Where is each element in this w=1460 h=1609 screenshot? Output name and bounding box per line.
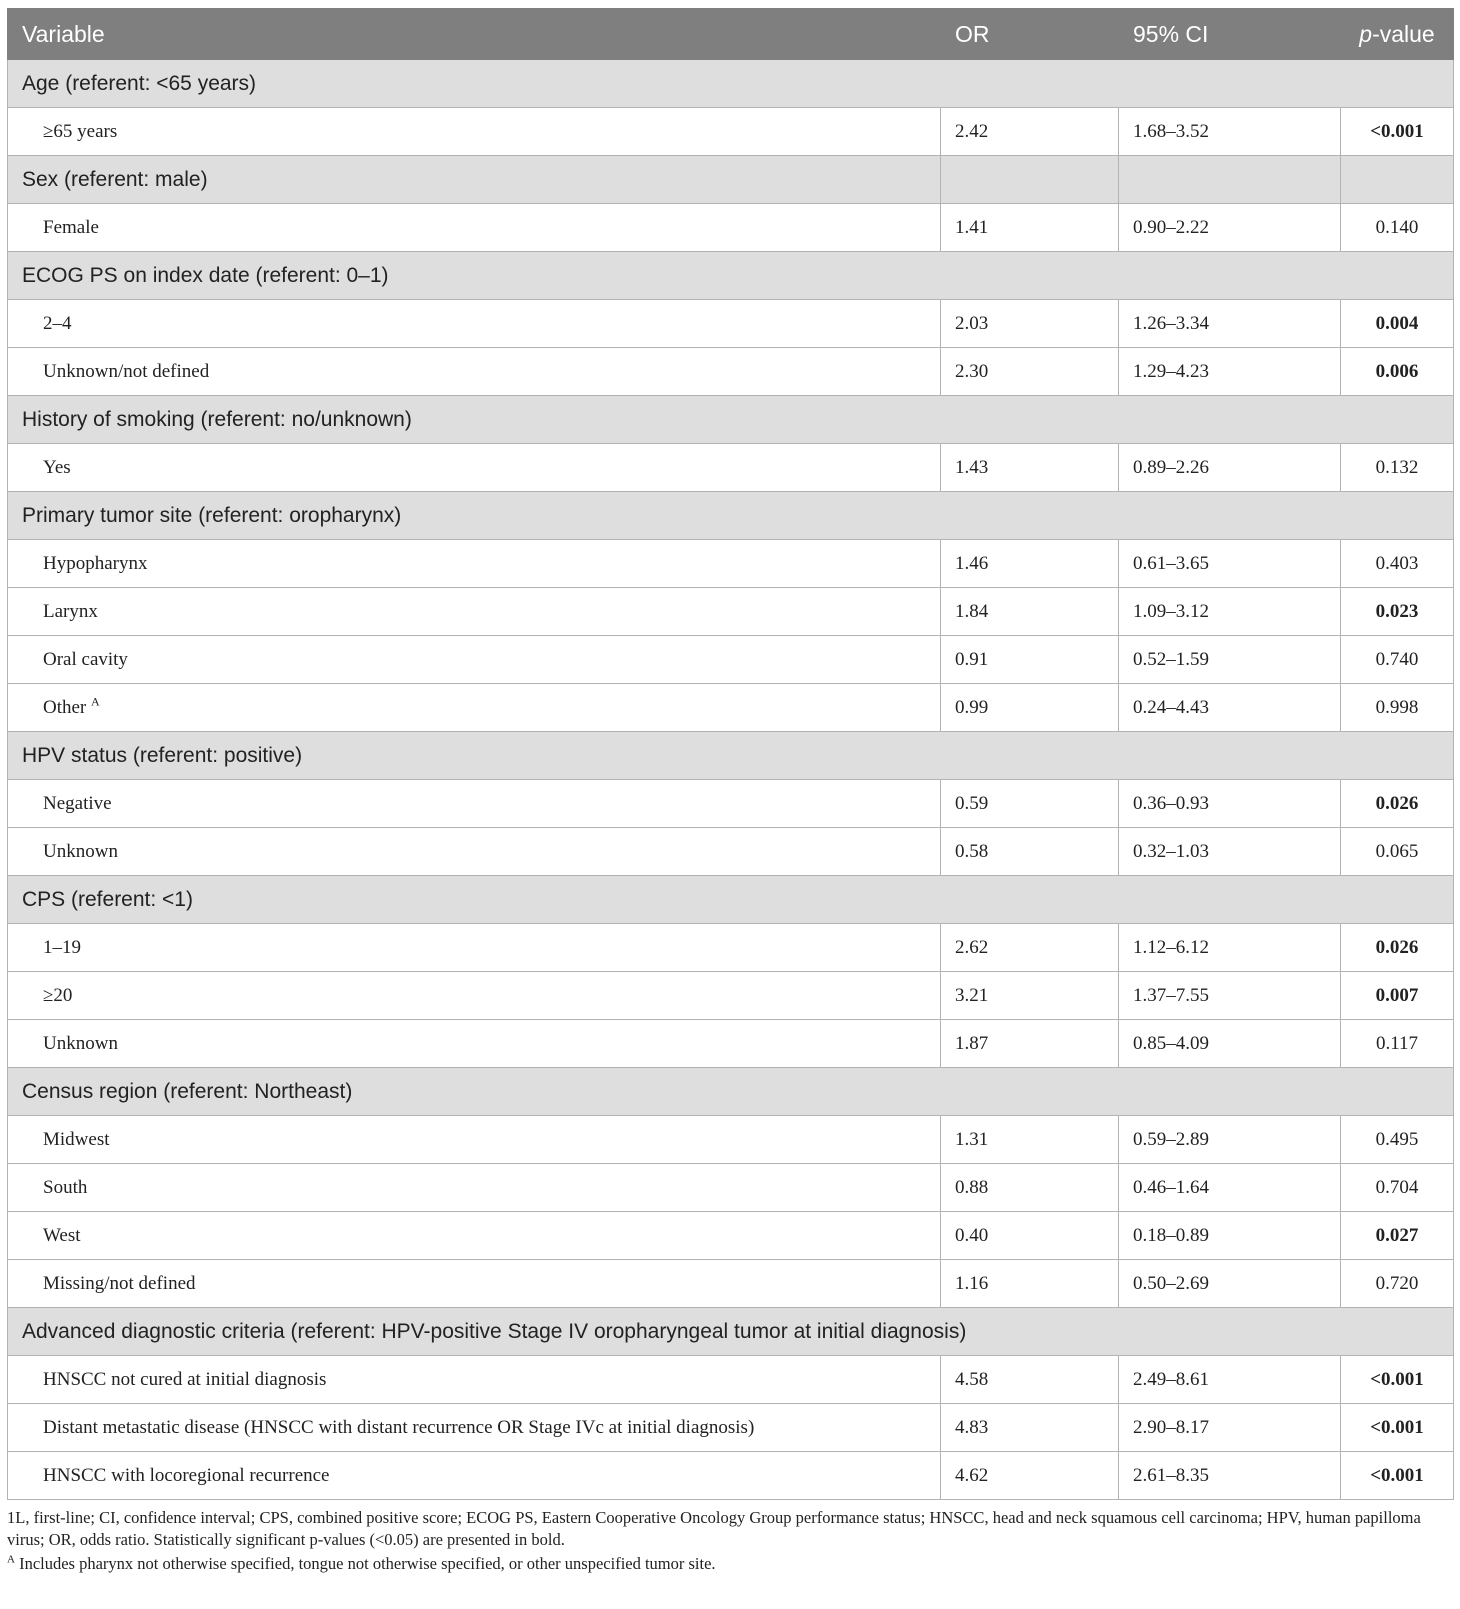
row-ci: 0.46–1.64 xyxy=(1119,1164,1341,1212)
table-row xyxy=(8,588,1454,636)
row-ci: 0.18–0.89 xyxy=(1119,1212,1341,1260)
row-label: HNSCC with locoregional recurrence xyxy=(8,1452,941,1500)
row-p-value: <0.001 xyxy=(1341,1404,1454,1452)
table-row xyxy=(8,828,1454,876)
header-p-value xyxy=(1341,9,1454,60)
table-row xyxy=(8,1116,1454,1164)
row-ci: 1.26–3.34 xyxy=(1119,300,1341,348)
row-ci: 0.24–4.43 xyxy=(1119,684,1341,732)
row-label: West xyxy=(8,1212,941,1260)
table-row xyxy=(8,924,1454,972)
row-ci: 2.90–8.17 xyxy=(1119,1404,1341,1452)
section-title: History of smoking (referent: no/unknown) xyxy=(8,396,1454,444)
row-ci: 0.61–3.65 xyxy=(1119,540,1341,588)
row-label: Distant metastatic disease (HNSCC with distant recurrence OR Stage IVc at initial diagnosis) xyxy=(8,1404,941,1452)
section-title: HPV status (referent: positive) xyxy=(8,732,1454,780)
row-p-value: 0.140 xyxy=(1341,204,1454,252)
row-p-value: 0.065 xyxy=(1341,828,1454,876)
table-row xyxy=(8,204,1454,252)
table-row xyxy=(8,972,1454,1020)
table-row xyxy=(8,348,1454,396)
row-label: ≥65 years xyxy=(8,108,941,156)
table-row xyxy=(8,1356,1454,1404)
row-label: 1–19 xyxy=(8,924,941,972)
table-row xyxy=(8,780,1454,828)
table-row xyxy=(8,1020,1454,1068)
row-label: Unknown/not defined xyxy=(8,348,941,396)
section-row-hpv xyxy=(8,732,1454,780)
section-title: ECOG PS on index date (referent: 0–1) xyxy=(8,252,1454,300)
section-title: Advanced diagnostic criteria (referent: HPV-positive Stage IV oropharyngeal tumor at initial diagnosis) xyxy=(8,1308,1454,1356)
row-or: 1.31 xyxy=(941,1116,1119,1164)
row-or: 3.21 xyxy=(941,972,1119,1020)
row-or: 1.16 xyxy=(941,1260,1119,1308)
table-row xyxy=(8,636,1454,684)
row-or: 4.58 xyxy=(941,1356,1119,1404)
row-label: ≥20 xyxy=(8,972,941,1020)
footnote-a-text: Includes pharynx not otherwise specified, tongue not otherwise specified, or other unspecified tumor site. xyxy=(14,1554,716,1573)
table-row xyxy=(8,684,1454,732)
row-or: 4.83 xyxy=(941,1404,1119,1452)
row-p-value: <0.001 xyxy=(1341,1452,1454,1500)
row-or: 2.03 xyxy=(941,300,1119,348)
row-or: 0.99 xyxy=(941,684,1119,732)
table-row xyxy=(8,1212,1454,1260)
row-label: Oral cavity xyxy=(8,636,941,684)
row-p-value: <0.001 xyxy=(1341,1356,1454,1404)
table-row xyxy=(8,108,1454,156)
table-header-row xyxy=(8,9,1454,60)
row-ci: 0.85–4.09 xyxy=(1119,1020,1341,1068)
row-ci: 0.36–0.93 xyxy=(1119,780,1341,828)
row-or: 2.42 xyxy=(941,108,1119,156)
header-p-suffix: -value xyxy=(1372,20,1435,47)
section-empty-cell xyxy=(1119,156,1341,204)
row-or: 0.58 xyxy=(941,828,1119,876)
row-p-value: 0.006 xyxy=(1341,348,1454,396)
row-label: 2–4 xyxy=(8,300,941,348)
results-table-container xyxy=(7,8,1453,1575)
row-p-value: 0.132 xyxy=(1341,444,1454,492)
row-label: South xyxy=(8,1164,941,1212)
table-row xyxy=(8,1452,1454,1500)
row-label: Female xyxy=(8,204,941,252)
section-empty-cell xyxy=(1341,156,1454,204)
section-title: Sex (referent: male) xyxy=(8,156,941,204)
section-row-region xyxy=(8,1068,1454,1116)
abbreviations-footnote: 1L, first-line; CI, confidence interval; CPS, combined positive score; ECOG PS, Eastern Cooperative Oncology Group performance status; HNSCC, head and neck squamous cell carcinoma; HPV, human papilloma virus; OR, odds ratio. Statistically significant p-values (<0.05) are presented in bold. xyxy=(7,1508,1421,1549)
section-title: Census region (referent: Northeast) xyxy=(8,1068,1454,1116)
section-title: Age (referent: <65 years) xyxy=(8,60,1454,108)
row-p-value: 0.027 xyxy=(1341,1212,1454,1260)
section-row-advanced-criteria xyxy=(8,1308,1454,1356)
row-label: Missing/not defined xyxy=(8,1260,941,1308)
table-row xyxy=(8,540,1454,588)
section-row-cps xyxy=(8,876,1454,924)
row-label: Yes xyxy=(8,444,941,492)
footnote-a-marker: A xyxy=(7,1553,15,1566)
row-p-value: 0.495 xyxy=(1341,1116,1454,1164)
row-p-value: 0.004 xyxy=(1341,300,1454,348)
footnote-a xyxy=(7,1553,1453,1575)
row-ci: 0.52–1.59 xyxy=(1119,636,1341,684)
row-p-value: 0.026 xyxy=(1341,780,1454,828)
row-p-value: 0.023 xyxy=(1341,588,1454,636)
row-label: Hypopharynx xyxy=(8,540,941,588)
row-ci: 0.50–2.69 xyxy=(1119,1260,1341,1308)
section-empty-cell xyxy=(941,156,1119,204)
table-row xyxy=(8,1404,1454,1452)
section-row-smoking xyxy=(8,396,1454,444)
row-ci: 2.49–8.61 xyxy=(1119,1356,1341,1404)
section-row-sex xyxy=(8,156,1454,204)
row-p-value: 0.026 xyxy=(1341,924,1454,972)
row-or: 1.43 xyxy=(941,444,1119,492)
odds-ratio-table xyxy=(7,8,1454,1500)
row-or: 4.62 xyxy=(941,1452,1119,1500)
row-ci: 1.37–7.55 xyxy=(1119,972,1341,1020)
section-row-ecog xyxy=(8,252,1454,300)
row-ci: 1.12–6.12 xyxy=(1119,924,1341,972)
row-ci: 0.89–2.26 xyxy=(1119,444,1341,492)
row-ci: 2.61–8.35 xyxy=(1119,1452,1341,1500)
row-label: Larynx xyxy=(8,588,941,636)
row-p-value: 0.998 xyxy=(1341,684,1454,732)
row-p-value: 0.720 xyxy=(1341,1260,1454,1308)
row-label: Unknown xyxy=(8,828,941,876)
row-or: 1.84 xyxy=(941,588,1119,636)
row-ci: 1.68–3.52 xyxy=(1119,108,1341,156)
row-or: 0.40 xyxy=(941,1212,1119,1260)
row-ci: 1.29–4.23 xyxy=(1119,348,1341,396)
row-or: 1.46 xyxy=(941,540,1119,588)
table-row xyxy=(8,300,1454,348)
header-ci: 95% CI xyxy=(1119,9,1341,60)
row-label: Midwest xyxy=(8,1116,941,1164)
row-ci: 1.09–3.12 xyxy=(1119,588,1341,636)
table-row xyxy=(8,444,1454,492)
row-label: Unknown xyxy=(8,1020,941,1068)
row-or: 1.41 xyxy=(941,204,1119,252)
row-label: Other xyxy=(43,696,87,718)
row-ci: 0.90–2.22 xyxy=(1119,204,1341,252)
row-ci: 0.32–1.03 xyxy=(1119,828,1341,876)
header-or: OR xyxy=(941,9,1119,60)
section-title: CPS (referent: <1) xyxy=(8,876,1454,924)
row-or: 0.91 xyxy=(941,636,1119,684)
row-or: 2.30 xyxy=(941,348,1119,396)
row-p-value: <0.001 xyxy=(1341,108,1454,156)
section-title: Primary tumor site (referent: oropharynx) xyxy=(8,492,1454,540)
row-or: 0.88 xyxy=(941,1164,1119,1212)
row-label: Negative xyxy=(8,780,941,828)
row-or: 2.62 xyxy=(941,924,1119,972)
header-p-italic: p xyxy=(1359,20,1373,47)
header-variable: Variable xyxy=(8,9,941,60)
row-p-value: 0.403 xyxy=(1341,540,1454,588)
row-p-value: 0.007 xyxy=(1341,972,1454,1020)
row-ci: 0.59–2.89 xyxy=(1119,1116,1341,1164)
row-or: 0.59 xyxy=(941,780,1119,828)
footnote-marker: A xyxy=(91,694,100,709)
row-p-value: 0.704 xyxy=(1341,1164,1454,1212)
row-p-value: 0.740 xyxy=(1341,636,1454,684)
table-row xyxy=(8,1260,1454,1308)
row-p-value: 0.117 xyxy=(1341,1020,1454,1068)
row-or: 1.87 xyxy=(941,1020,1119,1068)
table-row xyxy=(8,1164,1454,1212)
section-row-tumor-site xyxy=(8,492,1454,540)
section-row-age xyxy=(8,60,1454,108)
row-label: HNSCC not cured at initial diagnosis xyxy=(8,1356,941,1404)
row-label-cell xyxy=(8,684,941,732)
